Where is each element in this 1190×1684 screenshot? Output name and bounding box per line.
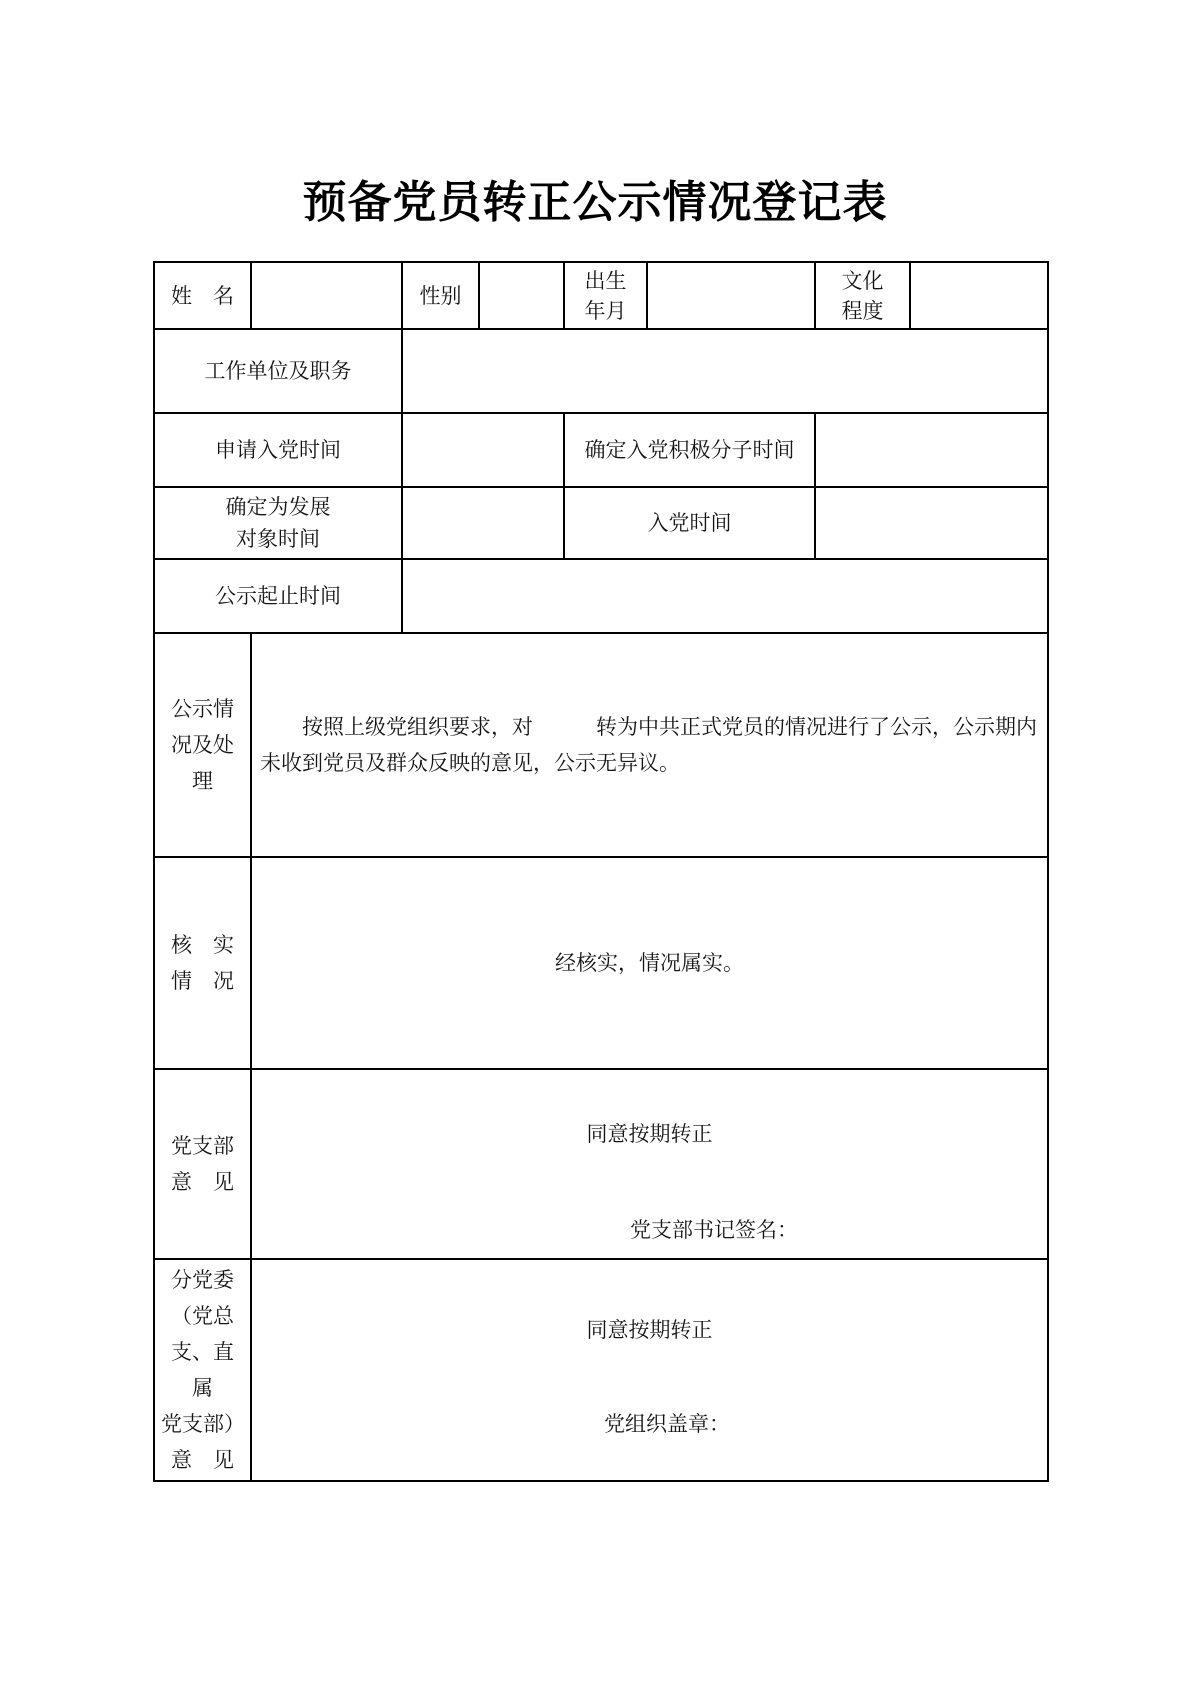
committee-opinion-label-cell bbox=[154, 1259, 251, 1481]
publicity-period-row bbox=[154, 559, 1048, 633]
development-label: 确定为发展 对象时间 bbox=[225, 495, 331, 551]
verification-row bbox=[154, 857, 1048, 1069]
name-value-cell bbox=[251, 262, 402, 329]
activist-time-label: 确定入党积极分子时间 bbox=[584, 438, 795, 462]
committee-opinion-label: 分党委 （党总 支、直属 党支部） 意 见 bbox=[161, 1268, 245, 1472]
publicity-result-label-cell bbox=[154, 633, 251, 857]
basic-info-row bbox=[154, 262, 1048, 329]
publicity-period-label: 公示起止时间 bbox=[215, 584, 341, 608]
gender-value-cell bbox=[479, 262, 564, 329]
birth-value-cell bbox=[647, 262, 815, 329]
publicity-result-row bbox=[154, 633, 1048, 857]
work-unit-label-cell bbox=[154, 329, 402, 413]
branch-opinion-row bbox=[154, 1069, 1048, 1259]
birth-label: 出生 年月 bbox=[584, 268, 627, 323]
branch-opinion-label-cell bbox=[154, 1069, 251, 1259]
apply-time-value-cell bbox=[402, 413, 564, 487]
publicity-text-line1: 按照上级党组织要求，对 转为中共正式党员的情况进行了公示，公示期内 bbox=[302, 715, 1037, 739]
publicity-result-label: 公示情 况及处 理 bbox=[171, 697, 234, 793]
verification-content: 经核实，情况属实。 bbox=[555, 951, 744, 975]
activist-time-value-cell bbox=[815, 413, 1048, 487]
education-label-cell bbox=[815, 262, 910, 329]
join-time-value-cell bbox=[815, 487, 1048, 559]
work-unit-row bbox=[154, 329, 1048, 413]
publicity-period-label-cell bbox=[154, 559, 402, 633]
branch-opinion-content-cell bbox=[251, 1069, 1048, 1259]
organization-seal-label: 党组织盖章： bbox=[604, 1412, 730, 1436]
education-label: 文化 程度 bbox=[841, 268, 884, 323]
committee-opinion-text: 同意按期转正 bbox=[586, 1318, 713, 1342]
gender-label: 性别 bbox=[419, 283, 462, 308]
name-label: 姓 名 bbox=[171, 283, 234, 308]
name-label-cell bbox=[154, 262, 251, 329]
birth-label-cell bbox=[564, 262, 647, 329]
work-unit-label: 工作单位及职务 bbox=[204, 359, 352, 383]
activist-time-label-cell bbox=[564, 413, 815, 487]
work-unit-value-cell bbox=[402, 329, 1048, 413]
apply-time-label: 申请入党时间 bbox=[215, 438, 341, 462]
join-time-label-cell bbox=[564, 487, 815, 559]
registration-form-table bbox=[153, 261, 1049, 1482]
verification-content-cell bbox=[251, 857, 1048, 1069]
publicity-result-content-cell bbox=[251, 633, 1048, 857]
development-value-cell bbox=[402, 487, 564, 559]
development-time-row bbox=[154, 487, 1048, 559]
publicity-text-line2: 未收到党员及群众反映的意见，公示无异议。 bbox=[260, 751, 680, 775]
branch-opinion-text: 同意按期转正 bbox=[586, 1122, 713, 1146]
join-time-label: 入党时间 bbox=[647, 511, 732, 535]
education-value-cell bbox=[910, 262, 1048, 329]
branch-secretary-sign-label: 党支部书记签名： bbox=[630, 1218, 798, 1242]
development-label-cell bbox=[154, 487, 402, 559]
verification-label-cell bbox=[154, 857, 251, 1069]
verification-label: 核 实 情 况 bbox=[171, 933, 234, 993]
form-title: 预备党员转正公示情况登记表 bbox=[302, 178, 888, 227]
committee-opinion-content-cell bbox=[251, 1259, 1048, 1481]
branch-opinion-label: 党支部 意 见 bbox=[171, 1134, 234, 1194]
publicity-period-value-cell bbox=[402, 559, 1048, 633]
apply-time-label-cell bbox=[154, 413, 402, 487]
apply-time-row bbox=[154, 413, 1048, 487]
gender-label-cell bbox=[402, 262, 479, 329]
committee-opinion-row bbox=[154, 1259, 1048, 1481]
